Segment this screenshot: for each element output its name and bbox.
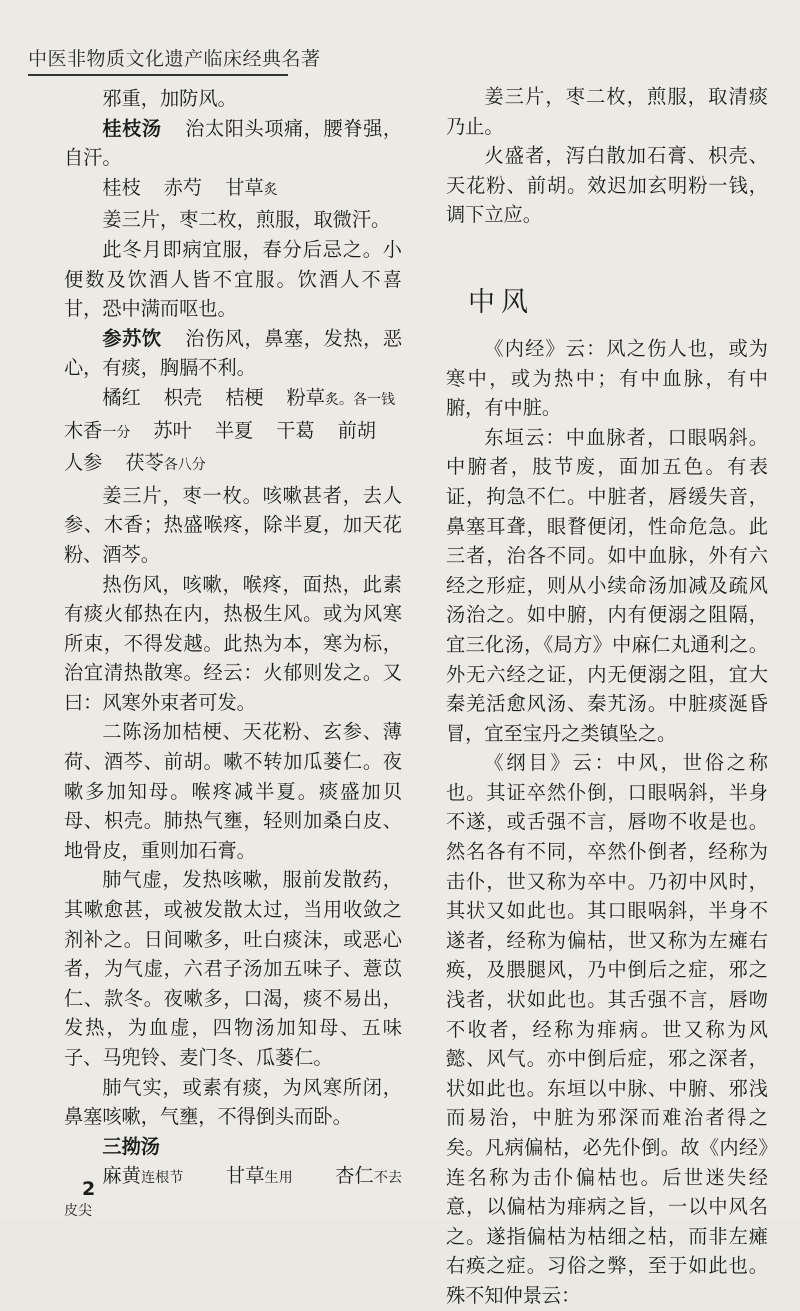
herb: 杏仁 — [335, 1164, 374, 1188]
text: 《内经》云：风之伤人也，或为寒中，或为热中；有中血脉，有中腑，有中脏。 — [446, 336, 768, 420]
herb-line — [64, 383, 402, 416]
paragraph — [446, 334, 768, 423]
paragraph — [446, 82, 768, 141]
herb-line — [64, 173, 402, 206]
formula-heading — [64, 114, 402, 173]
formula-heading — [64, 324, 402, 383]
herb: 木香 — [64, 418, 103, 442]
herb-note: 生用 — [264, 1170, 293, 1187]
herb-note: 炙。各一钱 — [324, 391, 395, 408]
formula-name: 参苏饮 — [102, 326, 162, 350]
herb-line — [64, 1161, 402, 1226]
formula-name: 桂枝汤 — [102, 116, 162, 140]
herb: 干葛 — [276, 418, 315, 442]
header-rule — [28, 74, 288, 76]
herb: 粉草 — [286, 385, 325, 409]
herb: 赤芍 — [163, 175, 203, 199]
paragraph — [64, 570, 402, 718]
text: 肺气实，或素有痰，为风寒所闭，鼻塞咳嗽，气壅，不得倒头而卧。 — [64, 1075, 402, 1129]
text: 热伤风，咳嗽，喉疼，面热，此素有痰火郁热在内，热极生风。或为风寒所束，不得发越。此热为本，寒为标，治宜清热散寒。经云：火郁则发之。又曰：风寒外束者可发。 — [64, 572, 402, 714]
herb-line — [64, 416, 402, 449]
right-column — [446, 82, 768, 1311]
paragraph — [64, 481, 402, 570]
text: 东垣云：中血脉者，口眼㖞斜。中腑者，肢节废，面加五色。有表证，拘急不仁。中脏者，唇缓失音，鼻塞耳聋，眼瞀便闭，性命危急。此三者，治各不同。如中血脉，外有六经之形症，则从小续命汤加减及疏风汤治之。如中腑，内有便溺之阻隔，宜三化汤，《局方》中麻仁丸通利之。外无六经之证，内无便溺之阻，宜大秦羌活愈风汤、秦艽汤。中脏痰涎昏冒，宜至宝丹之类镇坠之。 — [446, 425, 768, 745]
paragraph — [64, 84, 402, 114]
text: 此冬月即病宜服，春分后忌之。小便数及饮酒人皆不宜服。饮酒人不喜甘，恐中满而呕也。 — [64, 237, 402, 321]
running-header: 中医非物质文化遗产临床经典名著 — [28, 48, 321, 70]
herb: 麻黄 — [102, 1164, 142, 1188]
herb: 茯苓 — [125, 451, 164, 475]
page-number: 2 — [82, 1178, 96, 1200]
section-heading: 中风 — [468, 286, 534, 318]
herb-note: 各八分 — [163, 457, 206, 474]
paragraph — [446, 141, 768, 230]
herb: 枳壳 — [163, 385, 203, 409]
paragraph — [64, 1073, 402, 1132]
formula-indication: 治伤风，鼻塞，发热，恶心，有痰，胸膈不利。 — [64, 326, 403, 380]
formula-heading — [64, 1132, 402, 1162]
text: 二陈汤加桔梗、天花粉、玄参、薄荷、酒芩、前胡。嗽不转加瓜蒌仁。夜嗽多加知母。喉疼减半夏。痰盛加贝母、枳壳。肺热气壅，轻则加桑白皮、地骨皮，重则加石膏。 — [64, 720, 402, 862]
formula-name: 三拗汤 — [102, 1134, 160, 1158]
paragraph — [64, 235, 402, 324]
text: 姜三片，枣一枚。咳嗽甚者，去人参、木香；热盛喉疼，除半夏，加天花粉、酒芩。 — [64, 483, 402, 566]
paragraph — [64, 205, 402, 235]
paragraph — [64, 717, 402, 865]
text: 火盛者，泻白散加石膏、枳壳、天花粉、前胡。效迟加玄明粉一钱，调下立应。 — [446, 144, 768, 227]
herb: 桂枝 — [102, 175, 141, 199]
paragraph — [446, 748, 768, 1310]
herb: 甘草 — [225, 1164, 265, 1188]
text: 肺气虚，发热咳嗽，服前发散药，其嗽愈甚，或被发散太过，当用收敛之剂补之。日间嗽多，吐白痰沫，或恶心者，为气虚，六君子汤加五味子、薏苡仁、款冬。夜嗽多，口渴，痰不易出，发热，为血虚，四物汤加知母、五味子、马兜铃、麦门冬、瓜蒌仁。 — [64, 868, 402, 1069]
text: 邪重，加防风。 — [102, 87, 237, 110]
herb-note: 不去皮尖 — [64, 1170, 403, 1219]
herb: 人参 — [64, 451, 103, 475]
text: 姜三片，枣二枚，煎服，取微汗。 — [102, 208, 391, 232]
herb-note: 炙 — [263, 181, 278, 198]
left-column — [64, 84, 402, 1227]
herb: 桔梗 — [225, 385, 264, 409]
herb: 苏叶 — [153, 418, 192, 442]
herb: 半夏 — [214, 418, 254, 442]
herb: 橘红 — [102, 385, 141, 409]
formula-indication: 治太阳头项痛，腰脊强，自汗。 — [64, 116, 403, 170]
herb: 甘草 — [225, 175, 264, 199]
herb-line — [64, 448, 402, 481]
herb-note: 连根节 — [141, 1170, 184, 1187]
herb-note: 一分 — [102, 424, 131, 441]
herb: 前胡 — [337, 418, 376, 442]
text: 《纲目》云：中风，世俗之称也。其证卒然仆倒，口眼㖞斜，半身不遂，或舌强不言，唇吻不收是也。然名各有不同，卒然仆倒者，经称为击仆，世又称为卒中。乃初中风时，其状又如此也。其口眼㖞斜，半身不遂者，经称为偏枯，世又称为左瘫右痪，及腲腿风，乃中倒后之症，邪之浅者，状如此也。其舌强不言，唇吻不收者，经称为痱病。世又称为风懿、风气。亦中倒后症，邪之深者，状如此也。东垣以中脉、中腑、邪浅而易治，中脏为邪深而难治者得之矣。凡病偏枯，必先仆倒。故《内经》连名称为击仆偏枯也。后世迷失经意，以偏枯为痱病之旨，一以中风名之。遂指偏枯为枯细之枯，而非左瘫右痪之症。习俗之弊，至于如此也。殊不知仲景云： — [446, 751, 768, 1307]
paragraph — [64, 865, 402, 1072]
paragraph — [446, 423, 768, 749]
text: 姜三片，枣二枚，煎服，取清痰乃止。 — [446, 85, 768, 138]
